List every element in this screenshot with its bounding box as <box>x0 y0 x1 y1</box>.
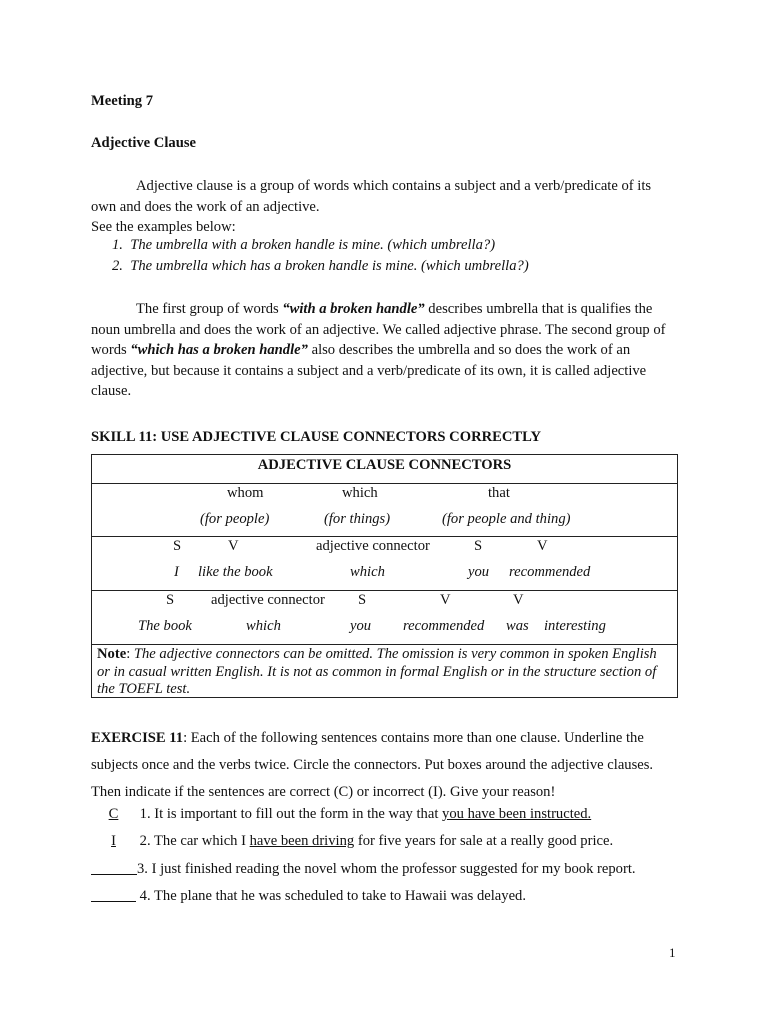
pattern1-label: V <box>537 538 548 554</box>
exercise-item-2: I 2. The car which I have been driving for five years for sale at a really good price. <box>91 833 613 850</box>
exercise-label: EXERCISE 11 <box>91 730 184 746</box>
exercise-item-1: C 1. It is important to fill out the form in the way that you have been instructed. <box>91 806 591 823</box>
connectors-table <box>91 454 678 698</box>
intro-text: Adjective clause is a group of words which contains a subject and a verb/predicate of its own and does the work of an adjective. <box>91 178 652 215</box>
pattern2-label: S <box>166 592 175 608</box>
pattern1-label: S <box>173 538 182 554</box>
connector-whom: whom <box>227 485 264 501</box>
connector-whom-use: (for people) <box>200 511 270 527</box>
page-number: 1 <box>669 945 676 960</box>
pattern1-label: adjective connector <box>316 538 430 554</box>
pattern1-label: S <box>474 538 483 554</box>
topic-heading: Adjective Clause <box>91 135 196 151</box>
pattern2-label: V <box>440 592 451 608</box>
pattern2-label: V <box>513 592 524 608</box>
phrase-with-broken-handle: “with a broken handle” <box>282 301 425 317</box>
intro-paragraph <box>91 176 676 238</box>
connector-that: that <box>488 485 510 501</box>
pattern2-example: you <box>350 618 372 634</box>
exercise-item-3: 3. I just finished reading the novel whom the professor suggested for my book report. <box>91 860 636 878</box>
explanation-paragraph: The first group of words “with a broken handle” describes umbrella that is qualifies the noun umbrella and does the work of an adjective. We called adjective phrase. The second group of words “which has a broken handle” also describes the umbrella and so does the work of an adjective, but because it contains a subject and a verb/predicate of its own, it is called adjective clause. <box>91 301 666 399</box>
pattern1-label: V <box>228 538 239 554</box>
pattern1-example: I <box>174 564 179 580</box>
table-note: Note: The adjective connectors can be omitted. The omission is very common in spoken English or in casual written English. It is not as common in formal English or in the structure section of the TOEFL test. <box>97 646 657 697</box>
answer-blank[interactable]: I <box>111 833 116 849</box>
pattern1-example: recommended <box>509 564 591 580</box>
see-examples: See the examples below: <box>91 219 236 235</box>
connector-which: which <box>342 485 378 501</box>
skill-title: SKILL 11: USE ADJECTIVE CLAUSE CONNECTORS CORRECTLY <box>91 429 542 445</box>
pattern1-example: like the book <box>198 564 273 580</box>
pattern2-example: was <box>506 618 529 634</box>
answer-blank[interactable]: C <box>108 806 119 822</box>
connector-which-use: (for things) <box>324 511 391 527</box>
pattern2-example: interesting <box>544 618 606 634</box>
pattern2-example: recommended <box>403 618 485 634</box>
exercise-instructions: EXERCISE 11: Each of the following sentences contains more than one clause. Underline the subjects once and the verbs twice. Circle the connectors. Put boxes around the adjective clauses. Then indicate if the sentences are correct (C) or incorrect (I). Give your reason! <box>91 730 654 800</box>
pattern2-example: The book <box>138 618 192 634</box>
pattern1-example: you <box>468 564 490 580</box>
pattern1-example: which <box>350 564 385 580</box>
pattern2-example: which <box>246 618 281 634</box>
pattern2-label: S <box>358 592 367 608</box>
exercise-item-4: 4. The plane that he was scheduled to take to Hawaii was delayed. <box>91 887 526 905</box>
answer-blank[interactable] <box>91 860 137 875</box>
table-header: ADJECTIVE CLAUSE CONNECTORS <box>257 457 512 473</box>
example-2: 2. The umbrella which has a broken handle is mine. (which umbrella?) <box>112 258 529 274</box>
pattern2-label: adjective connector <box>211 592 325 608</box>
meeting-heading: Meeting 7 <box>91 93 154 109</box>
phrase-which-has-broken-handle: “which has a broken handle” <box>130 342 308 358</box>
answer-blank[interactable] <box>91 887 136 902</box>
example-1: 1. The umbrella with a broken handle is mine. (which umbrella?) <box>112 237 496 253</box>
connector-that-use: (for people and thing) <box>442 511 571 527</box>
